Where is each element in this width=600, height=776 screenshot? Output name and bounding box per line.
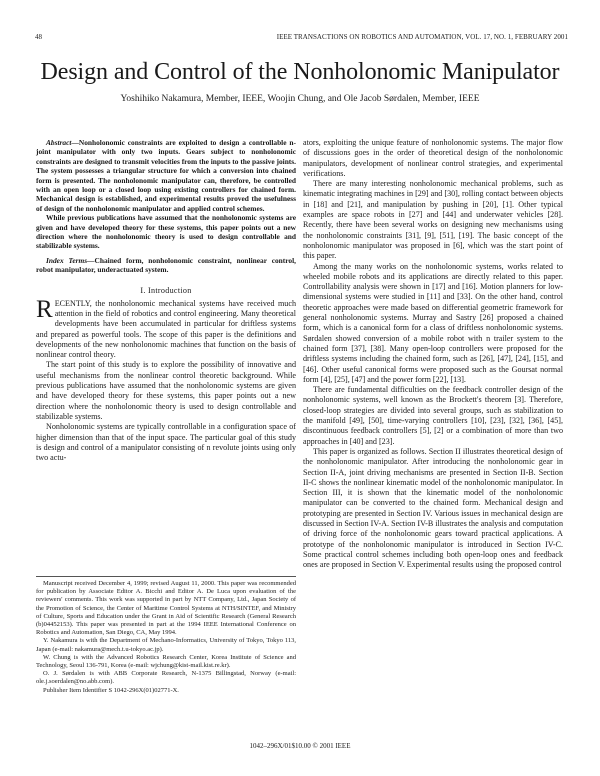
journal-header: IEEE TRANSACTIONS ON ROBOTICS AND AUTOMATION, VOL. 17, NO. 1, FEBRUARY 2001 <box>276 33 568 41</box>
body-paragraph-4: There are fundamental difficulties on the feedback controller design of the nonholonomic systems, well known as the Brockett's theorem [3]. Therefore, closed-loop strategies are divided into several groups, such as stabilization to the manifold [49], [50], time-varying controllers [10], [23], [32], [36], [45], discontinuous feedback controllers [5], [2] or a combination of more than two approaches in [40] and [23]. <box>303 385 563 446</box>
author-line: Yoshihiko Nakamura, Member, IEEE, Woojin Chung, and Ole Jacob Sørdalen, Member, IEEE <box>120 94 480 104</box>
intro-paragraph-1: RECENTLY, the nonholonomic mechanical systems have received much attention in the field of robotics and control engineering. Many theoretical developments have been accumulated in particular for driftless systems and prepared as powerful tools. The scope of this paper is the definitions and developments of the new nonholonomic machines that function on the basis of nonlinear control theory. <box>36 295 296 360</box>
footnotes <box>36 576 296 695</box>
abstract-paragraph-1 <box>36 138 296 213</box>
body-paragraph-5: This paper is organized as follows. Section II illustrates theoretical design of the nonholonomic manipulator. After introducing the nonholonomic gear in Section II-A, joint driving mechanisms are presented in Section II-B. Section II-C shows the nonlinear kinematic model of the nonholonomic manipulator. In Section III, it is shown that the kinematic model of the nonholonomic manipulator can be converted to the chained form. Mechanical design and prototyping are presented in Section IV. Various issues in mechanical design are discussed in Section IV-A. Section IV-B illustrates the analysis and computation of driving force of the nonholonomic gears toward practical applications. A prototype of the nonholonomic manipulator is introduced in Section IV-C. Some practical control schemes including both open-loop ones and feedback ones are proposed in Section V. Experimental results using the proposed control <box>303 446 563 570</box>
section-heading-introduction: I. Introduction <box>140 285 192 295</box>
index-terms-label: Index Terms— <box>46 255 95 265</box>
index-terms-text: Chained form, nonholonomic constraint, nonlinear control, robot manipulator, underactuated system. <box>36 255 296 275</box>
paper-title: Design and Control of the Nonholonomic Manipulator <box>40 59 560 85</box>
body-paragraph-3: Among the many works on the nonholonomic systems, works related to wheeled mobile robots and its applications are directly related to this paper. Controllability analysis were shown in [17] and [16]. Motion planners for low-dimensional systems were studied in [11] and [33]. On the other hand, control theoretic approaches were made based on differential geometric framework for general nonholonomic systems. Murray and Sastry [26] proposed a chained form, which is a canonical form for a class of driftless nonholonomic systems. Sørdalen showed conversion of a mobile robot with n trailer system to the chained form [37], [38]. Many open-loop controllers were proposed for the driftless systems including the chained form, such as [26], [47], [24], [15], and [46]. Other useful canonical forms were proposed such as the Goursat normal form [4], [25], [47] and the power form [22], [13]. <box>303 261 563 384</box>
index-terms <box>36 256 296 275</box>
left-column <box>36 138 296 463</box>
right-column <box>303 138 563 570</box>
footnote-chung: W. Chung is with the Advanced Robotics Research Center, Korea Institute of Science and Technology, Seoul 136-791, Korea (e-mail: wjchung@kist-mail.kist.re.kr). <box>36 653 296 670</box>
footnote-nakamura: Y. Nakamura is with the Department of Mechano-Informatics, University of Tokyo, Tokyo 113, Japan (e-mail: nakamura@mech.t.u-tokyo.ac.jp). <box>36 637 296 653</box>
intro-paragraph-2: The start point of this study is to explore the possibility of innovative and useful mechanisms from the nonlinear control theoretic background. While previous publications have assumed that the nonholonomic systems are given and have developed theory for these systems, this paper points out a new direction where the nonholonomic theory is used to design controllable and stabilizable systems. <box>36 360 296 421</box>
abstract <box>36 138 296 251</box>
intro-paragraph-3: Nonholonomic systems are typically controllable in a configuration space of higher dimension than that of the input space. The particular goal of this study is design and control of a manipulator consisting of n revolute joints using only two actu- <box>36 422 296 463</box>
footnote-publisher-id: Publisher Item Identifier S 1042-296X(01)02771-X. <box>43 686 179 694</box>
abstract-label: Abstract— <box>46 138 79 147</box>
footer-copyright: 1042–296X/01$10.00 © 2001 IEEE <box>249 742 351 750</box>
page-number: 48 <box>35 33 42 41</box>
abstract-paragraph-2: While previous publications have assumed that the nonholonomic systems are given and have developed theory for these systems, this paper points out a new direction where the nonholonomic theory is used to design controllable and stabilizable systems. <box>36 213 296 251</box>
body-paragraph-continued: ators, exploiting the unique feature of nonholonomic systems. The major flow of discussions goes in the order of theoretical design of the nonholonomic manipulators, development of nonlinear control strategies, and experimental verifications. <box>303 138 563 178</box>
body-paragraph-2: There are many interesting nonholonomic mechanical problems, such as kinematic integrating machines in [29] and [30], rolling contact between objects in [18] and [21], and manipulation by pushing in [20], [1]. Other typical examples are space robots in [27] and [44] and underwater vehicles [28]. Recently, there have been several works on designing new mechanisms using the nonholonomic constraints [31], [9], [51], [19]. The basic concept of the nonholonomic manipulator was proposed in [6], which was the start point of this paper. <box>303 179 563 261</box>
footnote-manuscript: Manuscript received December 4, 1999; revised August 11, 2000. This paper was recommended for publication by Associate Editor A. Bicchi and Editor A. De Luca upon evaluation of the reviewers' comments. This work was supported in part by NTT Company, Ltd., Japan Society of the Promotion of Science, the Center of Maritime Control Systems at NTH/SINTEF, and Ministry of Culture, Sports and Education under the Grant in Aid of Scientific Research (General Research (b)04452153). This paper was presented in part at the 1994 IEEE International Conference on Robotics and Automation, San Diego, CA, May 1994. <box>36 580 296 637</box>
abstract-text-1: Nonholonomic constraints are exploited to design a controllable n-joint manipulator with only two inputs. Gears subject to nonholonomic constraints are designed to transmit velocities from the inputs to the passive joints. The system possesses a triangular structure for which a conversion into chained form is presented. The nonholonomic manipulator can, therefore, be controlled with an open loop or a closed loop using existing controllers for chained form. Mechanical design is established, and experimental results proved the usefulness of design of the nonholonomic manipulator and applied control schemes. <box>36 138 296 213</box>
footnote-sordalen: O. J. Sørdalen is with ABB Corporate Research, N-1375 Billingstad, Norway (e-mail: ole.j.soerdalen@no.abb.com). <box>36 670 296 686</box>
